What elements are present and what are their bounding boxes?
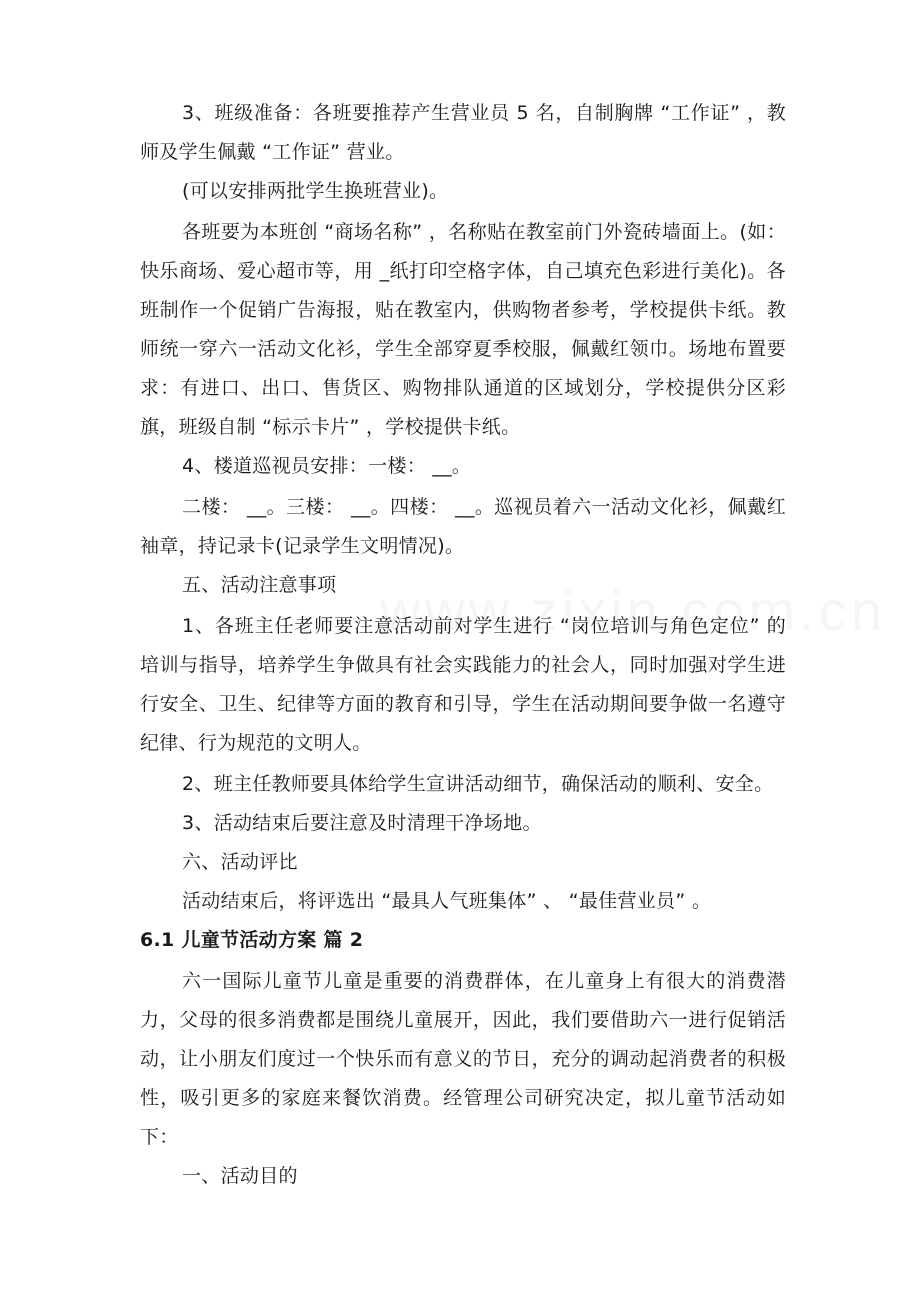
document-body xyxy=(140,94,786,1196)
section-heading-notes: 五、活动注意事项 xyxy=(182,574,337,596)
paragraph-note-2: 2、班主任教师要具体给学生宣讲活动细节，确保活动的顺利、安全。 xyxy=(182,773,774,795)
section-heading-purpose: 一、活动目的 xyxy=(182,1165,298,1187)
paragraph-intro-plan-2: 六一国际儿童节儿童是重要的消费群体，在儿童身上有很大的消费潜力，父母的很多消费都是围绕儿童展开，因此，我们要借助六一进行促销活动，让小朋友们度过一个快乐而有意义的节日，充分的调动起消费者的积极性，吸引更多的家庭来餐饮消费。经管理公司研究决定，拟儿童节活动如下： xyxy=(140,970,786,1148)
paragraph-shift-note: (可以安排两批学生换班营业)。 xyxy=(182,180,449,202)
paragraph-store-naming: 各班要为本班创 “商场名称” ，名称贴在教室前门外瓷砖墙面上。(如：快乐商场、爱心超市等，用 _纸打印空格字体，自己填充色彩进行美化)。各班制作一个促销广告海报，贴在教室内，供购物者参考，学校提供卡纸。教师统一穿六一活动文化衫，学生全部穿夏季校服，佩戴红领巾。场地布置要求：有进口、出口、售货区、购物排队通道的区域划分，学校提供分区彩旗，班级自制 “标示卡片” ，学校提供卡纸。 xyxy=(140,221,786,438)
section-heading-evaluation: 六、活动评比 xyxy=(182,851,298,873)
paragraph-class-preparation: 3、班级准备：各班要推荐产生营业员 5 名，自制胸牌 “工作证” ，教师及学生佩戴 “工作证” 营业。 xyxy=(140,102,786,163)
paragraph-patrol-floors: 二楼： __。三楼： __。四楼： __。巡视员着六一活动文化衫，佩戴红袖章，持记录卡(记录学生文明情况)。 xyxy=(140,496,786,557)
paragraph-evaluation: 活动结束后，将评选出 “最具人气班集体” 、 “最佳营业员” 。 xyxy=(182,890,712,912)
paragraph-patrol-1f: 4、楼道巡视员安排：一楼： __。 xyxy=(182,455,472,477)
paragraph-note-3: 3、活动结束后要注意及时清理干净场地。 xyxy=(182,812,542,834)
section-title-plan-2: 6.1 儿童节活动方案 篇 2 xyxy=(140,929,364,951)
paragraph-note-1: 1、各班主任老师要注意活动前对学生进行 “岗位培训与角色定位” 的培训与指导，培养学生争做具有社会实践能力的社会人，同时加强对学生进行安全、卫生、纪律等方面的教育和引导，学生在活动期间要争做一名遵守纪律、行为规范的文明人。 xyxy=(140,615,786,754)
